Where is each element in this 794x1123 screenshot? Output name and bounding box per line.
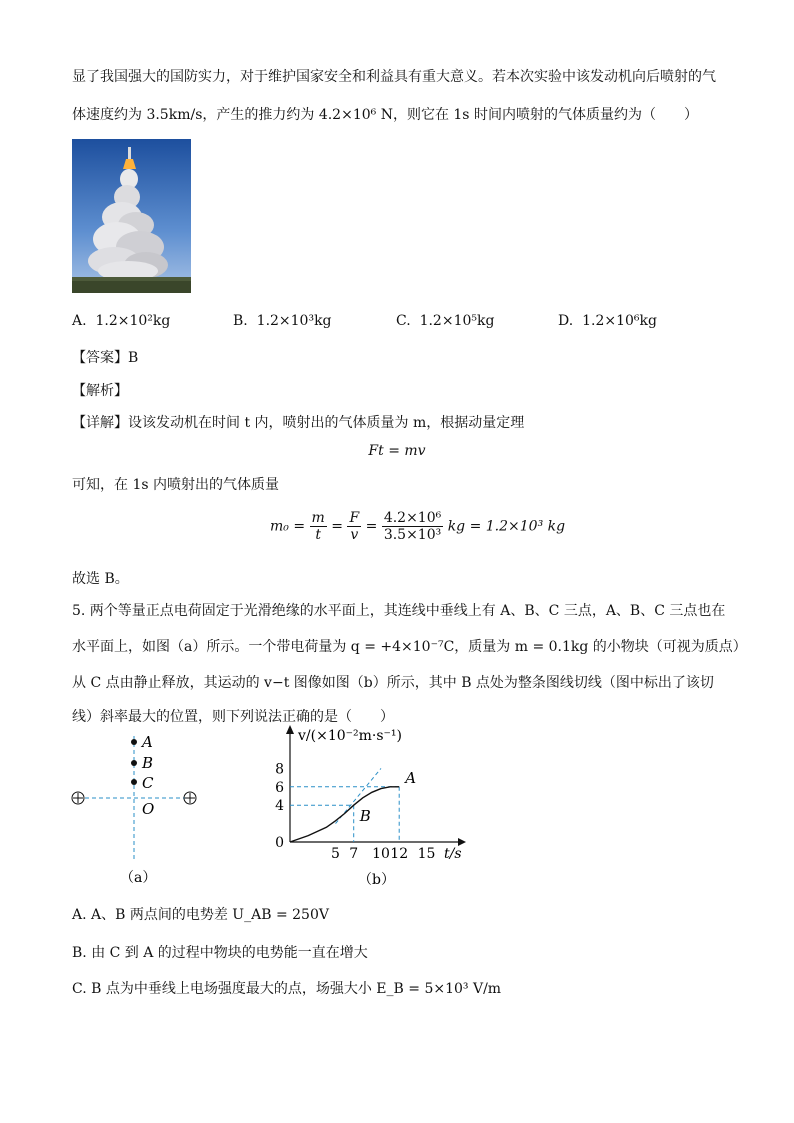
frac1-num: m xyxy=(311,510,325,526)
answer-label: 【答案】B xyxy=(72,350,139,366)
point-b xyxy=(131,760,137,766)
eq-lhs: m₀ = xyxy=(270,518,306,535)
rocket-photo xyxy=(72,139,191,293)
q4-option-c-letter: C. xyxy=(396,313,411,329)
x-axis-label: t/s xyxy=(444,846,462,862)
figure-b xyxy=(270,722,470,896)
eq-tail: kg = 1.2×10³ kg xyxy=(447,518,566,535)
label-o: O xyxy=(142,800,155,818)
q5-option-c: C. B 点为中垂线上电场强度最大的点，场强大小 E_B = 5×10³ V/m xyxy=(72,981,502,997)
q4-option-a xyxy=(72,313,170,329)
q4-option-d-text: 1.2×10⁶kg xyxy=(582,313,657,329)
q4-option-b xyxy=(233,313,332,329)
frac1-den: t xyxy=(315,527,321,543)
equation-mass: m₀ = $\frac{m}{t}$ = $\frac{F}{v}$ = $\frac{\text{4.2×10⁶}}{\text{3.5×10³}}$ kg = 1.2×10³ kg xyxy=(270,510,566,543)
velocity-curve xyxy=(290,787,399,842)
detail-text: 【详解】设该发动机在时间 t 内，喷射出的气体质量为 m，根据动量定理 xyxy=(72,415,525,431)
q5-text-line-3: 从 C 点由静止释放，其运动的 v−t 图像如图（b）所示，其中 B 点处为整条图线切线（图中标出了该切 xyxy=(72,675,714,691)
point-label-A: A xyxy=(405,768,417,787)
conclusion: 故选 B。 xyxy=(72,571,129,587)
q4-option-d-letter: D. xyxy=(558,313,574,329)
point-c xyxy=(131,779,137,785)
known-text: 可知，在 1s 内喷射出的气体质量 xyxy=(72,477,279,493)
y-tick-4: 4 xyxy=(275,798,284,815)
y-tick-6: 6 xyxy=(275,779,284,796)
y-tick-0: 0 xyxy=(275,835,284,851)
q4-option-d xyxy=(558,313,657,329)
q4-option-b-text: 1.2×10³kg xyxy=(256,313,332,329)
x-tick-15: 15 xyxy=(417,846,436,862)
caption-b: （b） xyxy=(358,872,395,888)
y-axis-arrow xyxy=(286,725,294,734)
caption-a: （a） xyxy=(120,870,157,886)
label-c: C xyxy=(142,774,154,792)
q4-text-line-1: 显了我国强大的国防实力，对于维护国家安全和利益具有重大意义。若本次实验中该发动机向后喷射的气 xyxy=(72,69,716,85)
q5-text-line-1: 5. 两个等量正点电荷固定于光滑绝缘的水平面上，其连线中垂线上有 A、B、C 三点，A、B、C 三点也在 xyxy=(72,603,726,619)
x-tick-7: 7 xyxy=(349,846,359,862)
frac3-num: 4.2×10⁶ xyxy=(383,510,442,526)
x-tick-10: 10 xyxy=(372,846,390,862)
equation-momentum-text: Ft = mv xyxy=(368,443,426,459)
frac2-den: v xyxy=(350,527,359,543)
equation-momentum xyxy=(0,443,794,459)
y-axis-label: v/(×10⁻²m·s⁻¹) xyxy=(298,728,403,744)
fraction-m-t xyxy=(310,510,327,543)
analysis-label: 【解析】 xyxy=(72,383,128,399)
frac2-num: F xyxy=(349,510,360,526)
fraction-f-v xyxy=(347,510,361,543)
label-a: A xyxy=(142,733,153,751)
x-tick-5: 5 xyxy=(331,846,340,862)
y-tick-8: 8 xyxy=(275,761,284,778)
q4-option-b-letter: B. xyxy=(233,313,248,329)
point-a xyxy=(131,739,137,745)
q5-option-a: A. A、B 两点间的电势差 U_AB = 250V xyxy=(72,907,329,923)
q4-option-c-text: 1.2×10⁵kg xyxy=(419,313,495,329)
frac3-den: 3.5×10³ xyxy=(383,527,442,543)
q4-text-line-2: 体速度约为 3.5km/s，产生的推力约为 4.2×10⁶ N，则它在 1s 时间内喷射的气体质量约为（ ） xyxy=(72,107,698,123)
x-axis-arrow xyxy=(458,838,466,846)
q5-text-line-4: 线）斜率最大的位置，则下列说法正确的是（ ） xyxy=(72,709,394,725)
label-b: B xyxy=(142,754,154,772)
q4-option-a-letter: A. xyxy=(72,313,87,329)
q4-option-c xyxy=(396,313,494,329)
x-tick-12: 12 xyxy=(390,846,409,862)
point-label-B: B xyxy=(359,807,371,826)
figure-a xyxy=(68,732,208,896)
q4-option-a-text: 1.2×10²kg xyxy=(95,313,171,329)
vt-chart xyxy=(270,722,470,892)
fraction-values xyxy=(382,510,443,543)
q5-text-line-2: 水平面上，如图（a）所示。一个带电荷量为 q = +4×10⁻⁷C，质量为 m = 0.1kg 的小物块（可视为质点） xyxy=(72,639,747,655)
q5-option-b: B. 由 C 到 A 的过程中物块的电势能一直在增大 xyxy=(72,945,368,961)
